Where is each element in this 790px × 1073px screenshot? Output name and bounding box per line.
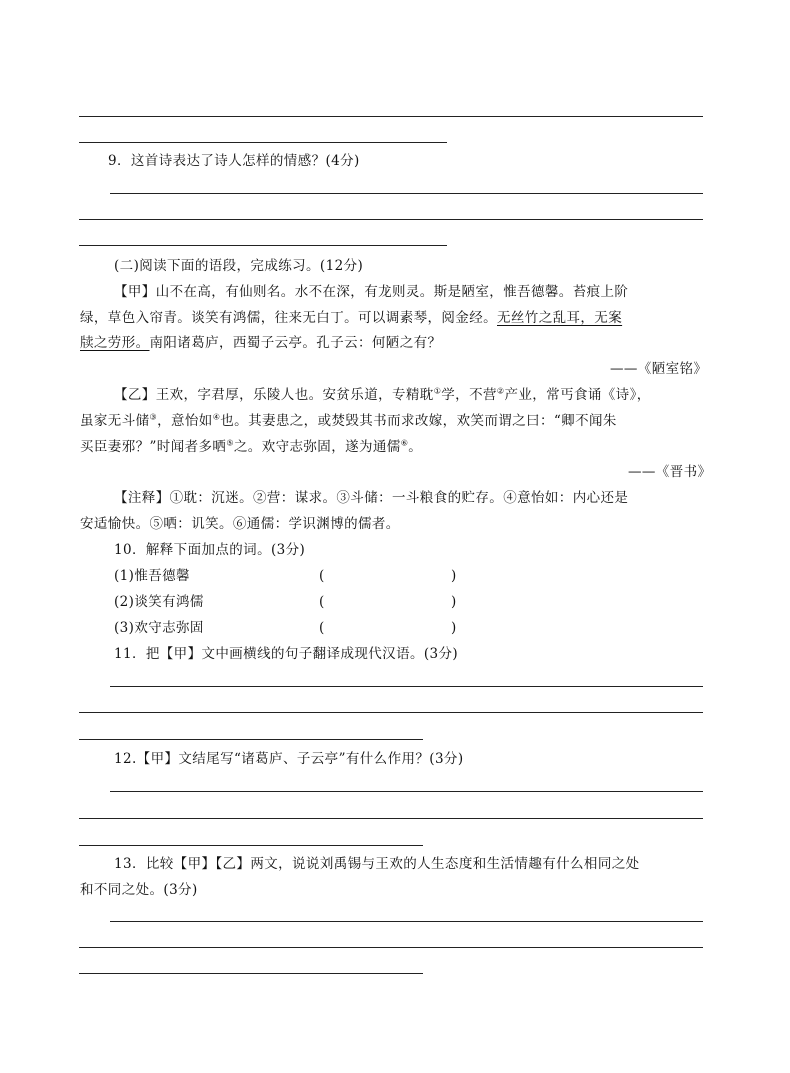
q10-item-label: (2)谈笑有鸿儒 <box>114 594 204 610</box>
q10-answer-field[interactable] <box>330 592 448 612</box>
passage-jia-line-1: 【甲】山不在高，有仙则名。水不在深，有龙则灵。斯是陋室，惟吾德馨。苔痕上阶 <box>114 284 629 300</box>
passage-yi-text: ，意怡如 <box>157 413 213 429</box>
footnote-mark: ① <box>433 386 442 396</box>
passage-yi-text: 之。欢守志弥固，遂为通儒 <box>233 439 401 455</box>
notes-line-1: 【注释】①耽：沉迷。②营：谋求。③斗储：一斗粮食的贮存。④意怡如：内心还是 <box>114 490 629 506</box>
question-12: 12.【甲】文结尾写“诸葛庐、子云亭”有什么作用？(3分) <box>114 751 464 767</box>
passage-yi-text: 买臣妻邪？”时闻者多哂 <box>80 439 227 455</box>
answer-line[interactable] <box>79 818 703 819</box>
q10-item-open-paren: ( <box>319 568 325 584</box>
footnote-mark: ⑤ <box>226 438 234 448</box>
q10-item-close-paren: ) <box>451 620 457 636</box>
underlined-sentence: 无丝竹之乱耳，无案 <box>497 310 623 326</box>
answer-line[interactable] <box>110 193 703 194</box>
passage-yi-text: 产业，常丐食诵《诗》， <box>504 387 651 403</box>
question-10: 10．解释下面加点的词。(3分) <box>114 542 306 558</box>
answer-line[interactable] <box>79 116 703 117</box>
question-9: 9．这首诗表达了诗人怎样的情感？(4分) <box>108 153 360 169</box>
passage-yi-text: 也。其妻患之，或焚毁其书而求改嫁，欢笑而谓之曰：“卿不闻朱 <box>220 413 617 429</box>
answer-line[interactable] <box>79 245 447 246</box>
answer-line[interactable] <box>110 791 703 792</box>
passage-yi-text: 【乙】王欢，字君厚，乐陵人也。安贫乐道，专精耽 <box>114 387 434 403</box>
q10-item-open-paren: ( <box>319 594 325 610</box>
underlined-sentence: 牍之劳形。 <box>80 335 150 351</box>
q10-answer-field[interactable] <box>330 618 448 638</box>
footnote-mark: ④ <box>212 412 221 422</box>
passage-jia-line-3 <box>80 333 441 353</box>
footnote-mark: ⑥ <box>400 438 409 448</box>
passage-jia-line-2 <box>80 308 622 328</box>
answer-line[interactable] <box>79 947 703 948</box>
passage-yi-text: 虽家无斗储 <box>80 413 150 429</box>
notes-line-2: 安适愉快。⑤哂：讥笑。⑥通儒：学识渊博的儒者。 <box>80 516 400 532</box>
passage-yi-line-3 <box>80 437 422 457</box>
passage-jia-text: 绿，草色入帘青。谈笑有鸿儒，往来无白丁。可以调素琴，阅金经。 <box>80 310 497 326</box>
answer-line[interactable] <box>79 845 423 846</box>
answer-line[interactable] <box>79 712 703 713</box>
answer-line[interactable] <box>110 686 703 687</box>
question-13-line-1: 13．比较【甲】【乙】两文，说说刘禹锡与王欢的人生态度和生活情趣有什么相同之处 <box>114 856 640 872</box>
answer-line[interactable] <box>79 973 423 974</box>
q10-item-open-paren: ( <box>319 620 325 636</box>
passage-jia-text: 南阳诸葛庐，西蜀子云亭。孔子云：何陋之有？ <box>149 335 442 351</box>
passage-yi-line-2 <box>80 411 617 431</box>
footnote-mark: ③ <box>149 412 158 422</box>
answer-line[interactable] <box>79 219 703 220</box>
question-11: 11．把【甲】文中画横线的句子翻译成现代汉语。(3分) <box>114 646 459 662</box>
footnote-mark: ② <box>496 386 505 396</box>
passage-yi-text: 学，不营 <box>441 387 497 403</box>
section-title: (二)阅读下面的语段，完成练习。(12分) <box>114 258 364 274</box>
answer-line[interactable] <box>79 739 423 740</box>
q10-item-close-paren: ) <box>451 568 457 584</box>
q10-item-label: (3)欢守志弥固 <box>114 620 204 636</box>
passage-yi-text: 。 <box>408 439 423 455</box>
passage-yi-source: ——《晋书》 <box>628 464 712 480</box>
answer-line[interactable] <box>110 921 703 922</box>
passage-yi-line-1 <box>114 385 651 405</box>
q10-item-label: (1)惟吾德馨 <box>114 568 190 584</box>
answer-line[interactable] <box>79 142 447 143</box>
question-13-line-2: 和不同之处。(3分) <box>80 882 198 898</box>
q10-item-close-paren: ) <box>451 594 457 610</box>
passage-jia-source: ——《陋室铭》 <box>610 361 708 377</box>
q10-answer-field[interactable] <box>330 566 448 586</box>
